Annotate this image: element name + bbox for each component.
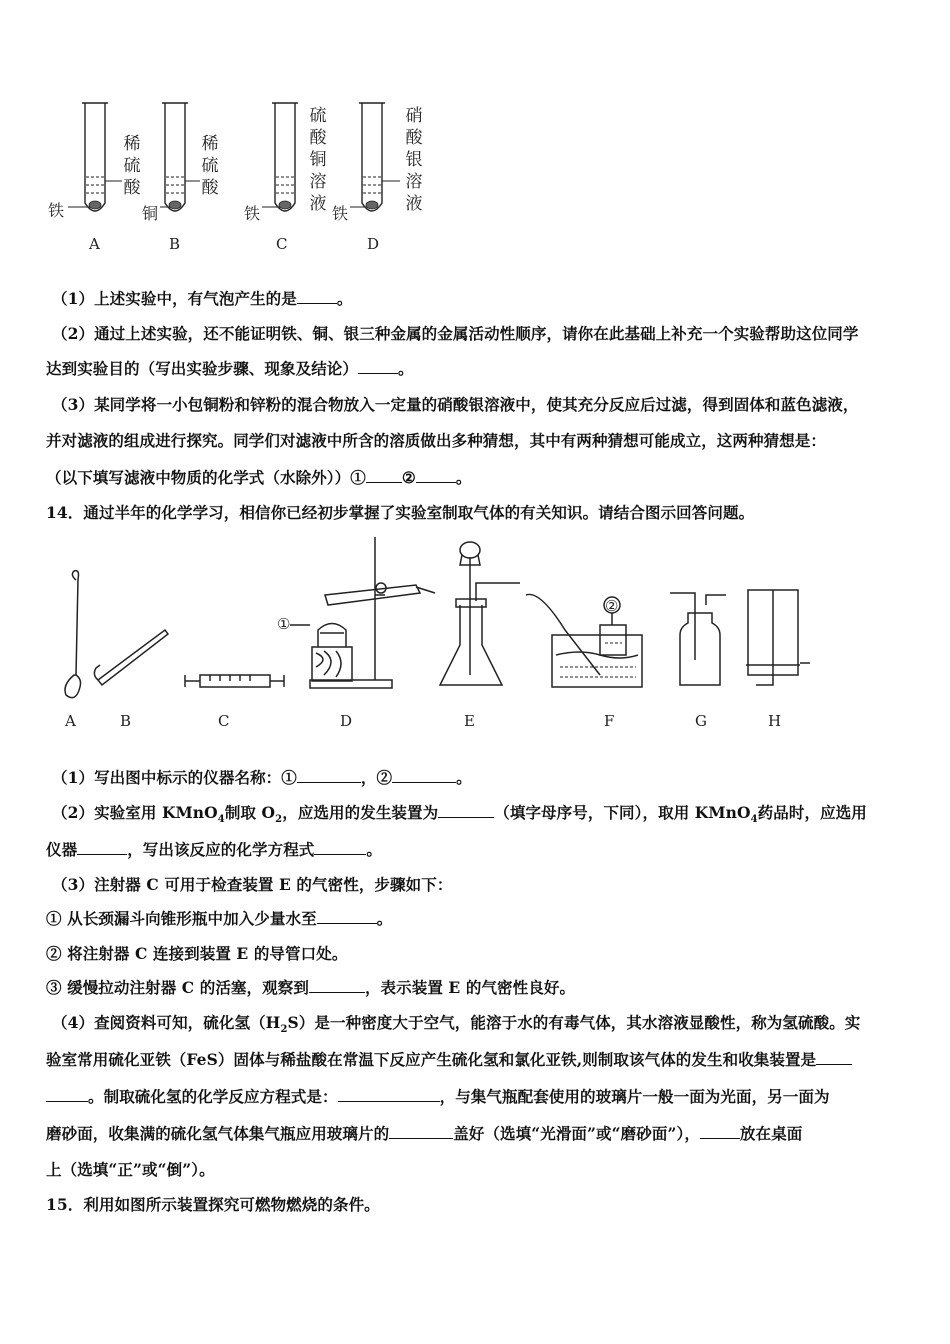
q14-p4e3: 放在桌面: [739, 1124, 803, 1143]
q14-p2a: （2）实验室用 KMnO: [52, 803, 218, 822]
q15-stem: 15．利用如图所示装置探究可燃物燃烧的条件。: [46, 1195, 380, 1214]
answer-blank[interactable]: [297, 289, 337, 304]
apparatus-label-d: D: [340, 712, 353, 730]
answer-blank[interactable]: [317, 909, 377, 924]
q14-part3-step1: [46, 907, 392, 929]
tube-b-label: B: [169, 235, 181, 253]
subscript: 4: [750, 814, 758, 826]
tube-b-solution: 稀硫酸: [201, 134, 219, 198]
q14-p4d2: ，与集气瓶配套使用的玻璃片一般一面为光面，另一面为: [439, 1087, 830, 1106]
q13-part3c-text: （以下填写滤液中物质的化学式（水除外））①: [46, 468, 366, 487]
q13-part3-end: 。: [455, 468, 472, 487]
tube-d-label: D: [367, 235, 380, 253]
answer-blank[interactable]: [816, 1050, 852, 1065]
q14-p4e: 磨砂面，收集满的硫化氢气体集气瓶应用玻璃片的: [46, 1124, 390, 1143]
q14-part4b: [46, 1048, 852, 1070]
answer-blank[interactable]: [366, 468, 402, 483]
tube-c-metal: 铁: [244, 204, 261, 223]
q14-part4c: [46, 1085, 830, 1107]
apparatus-label-b: B: [120, 712, 132, 730]
q13-part2-end: 。: [398, 359, 414, 378]
q14-step1-text: ① 从长颈漏斗向锥形瓶中加入少量水至: [46, 909, 317, 928]
apparatus-label-f: F: [604, 712, 615, 730]
q14-p2b: 制取 O: [224, 803, 276, 822]
q14-step3-text: ③ 缓慢拉动注射器 C 的活塞，观察到: [46, 978, 309, 997]
q14-step3-end: ，表示装置 E 的气密性良好。: [364, 978, 576, 997]
answer-blank[interactable]: [389, 1124, 453, 1139]
q14-p2-end: 。: [366, 840, 383, 859]
q14-part1: [52, 766, 472, 788]
q14-part1-text: （1）写出图中标示的仪器名称：①: [52, 768, 297, 787]
q14-p2g: ，写出该反应的化学方程式: [127, 840, 315, 859]
apparatus-label-h: H: [768, 712, 782, 730]
q13-part2a: （2）通过上述实验，还不能证明铁、铜、银三种金属的金属活动性顺序，请你在此基础上补充一个实验帮助这位同学: [52, 324, 859, 343]
answer-blank[interactable]: [700, 1124, 740, 1139]
subscript: 4: [217, 814, 225, 826]
q13-part3c: [46, 466, 471, 488]
q14-p4e2: 盖好（选填“光滑面”或“磨砂面”），: [453, 1124, 700, 1143]
q14-part2b: [46, 838, 382, 860]
q13-part2b: [46, 357, 414, 379]
test-tube-figure: [40, 95, 440, 260]
q13-part1: [52, 287, 353, 309]
answer-blank[interactable]: [416, 468, 456, 483]
q14-part3: （3）注射器 C 可用于检查装置 E 的气密性，步骤如下：: [52, 875, 453, 894]
q14-step1-end: 。: [376, 909, 393, 928]
q14-p4c: 验室常用硫化亚铁（FeS）固体与稀盐酸在常温下反应产生硫化氢和氯化亚铁,则制取该气体的发生和收集装置是: [46, 1050, 817, 1069]
answer-blank[interactable]: [314, 840, 366, 855]
q14-part2a: [52, 801, 867, 825]
q14-part4e: 上（选填“正”或“倒”）。: [46, 1160, 215, 1179]
q14-part3-step2: ② 将注射器 C 连接到装置 E 的导管口处。: [46, 944, 348, 963]
apparatus-label-g: G: [695, 712, 707, 730]
q13-part3b: 并对滤液的组成进行探究。同学们对滤液中所含的溶质做出多种猜想，其中有两种猜想可能成立，这两种猜想是：: [46, 431, 827, 450]
tube-a-solution: 稀硫酸: [123, 134, 141, 198]
q13-part1-text: （1）上述实验中，有气泡产生的是: [52, 289, 297, 308]
q14-part1-mid: ，②: [360, 768, 393, 787]
mark-circle-1: ①: [277, 615, 291, 633]
answer-blank[interactable]: [309, 978, 365, 993]
answer-blank[interactable]: [392, 768, 456, 783]
q14-part4a: [52, 1011, 860, 1035]
apparatus-label-a: A: [65, 712, 76, 730]
q14-p4b: S）是一种密度大于空气，能溶于水的有毒气体，其水溶液显酸性，称为氢硫酸。实: [287, 1013, 861, 1032]
tube-c-label: C: [276, 235, 288, 253]
q13-part2b-text: 达到实验目的（写出实验步骤、现象及结论）: [46, 359, 359, 378]
q14-part4d: [46, 1122, 802, 1144]
q13-part3c-mark: ②: [401, 468, 416, 487]
q14-p4a: （4）查阅资料可知，硫化氢（H: [52, 1013, 281, 1032]
tube-a-label: A: [89, 235, 100, 253]
q14-p2d: （填字母序号，下同），取用 KMnO: [494, 803, 751, 822]
subscript: 2: [275, 814, 283, 826]
q14-part1-end: 。: [456, 768, 472, 787]
apparatus-label-c: C: [218, 712, 230, 730]
apparatus-label-e: E: [464, 712, 475, 730]
answer-blank[interactable]: [338, 1087, 440, 1102]
answer-blank[interactable]: [438, 803, 494, 818]
q13-part3a: （3）某同学将一小包铜粉和锌粉的混合物放入一定量的硝酸银溶液中，使其充分反应后过滤，得到固体和蓝色滤液，: [52, 395, 859, 414]
q14-p2e: 药品时，应选用: [757, 803, 867, 822]
q14-p2f: 仪器: [46, 840, 78, 859]
q14-part3-step3: [46, 976, 575, 998]
tube-c-solution: 硫酸铜溶液: [309, 106, 327, 214]
tube-d-metal: 铁: [332, 204, 349, 223]
q14-p4d: 。制取硫化氢的化学反应方程式是：: [88, 1087, 338, 1106]
q14-stem: 14．通过半年的化学学习，相信你已经初步掌握了实验室制取气体的有关知识。请结合图示回答问题。: [46, 503, 755, 522]
tube-a-metal: 铁: [48, 201, 65, 220]
subscript: 2: [280, 1024, 288, 1036]
apparatus-figure: [40, 535, 820, 735]
mark-circle-2: ②: [605, 597, 619, 615]
q13-part1-end: 。: [336, 289, 353, 308]
tube-b-metal: 铜: [142, 204, 159, 223]
tube-d-solution: 硝酸银溶液: [405, 106, 423, 214]
answer-blank[interactable]: [77, 840, 127, 855]
answer-blank[interactable]: [46, 1087, 88, 1102]
q14-p2c: ，应选用的发生装置为: [282, 803, 439, 822]
answer-blank[interactable]: [358, 359, 398, 374]
answer-blank[interactable]: [297, 768, 361, 783]
